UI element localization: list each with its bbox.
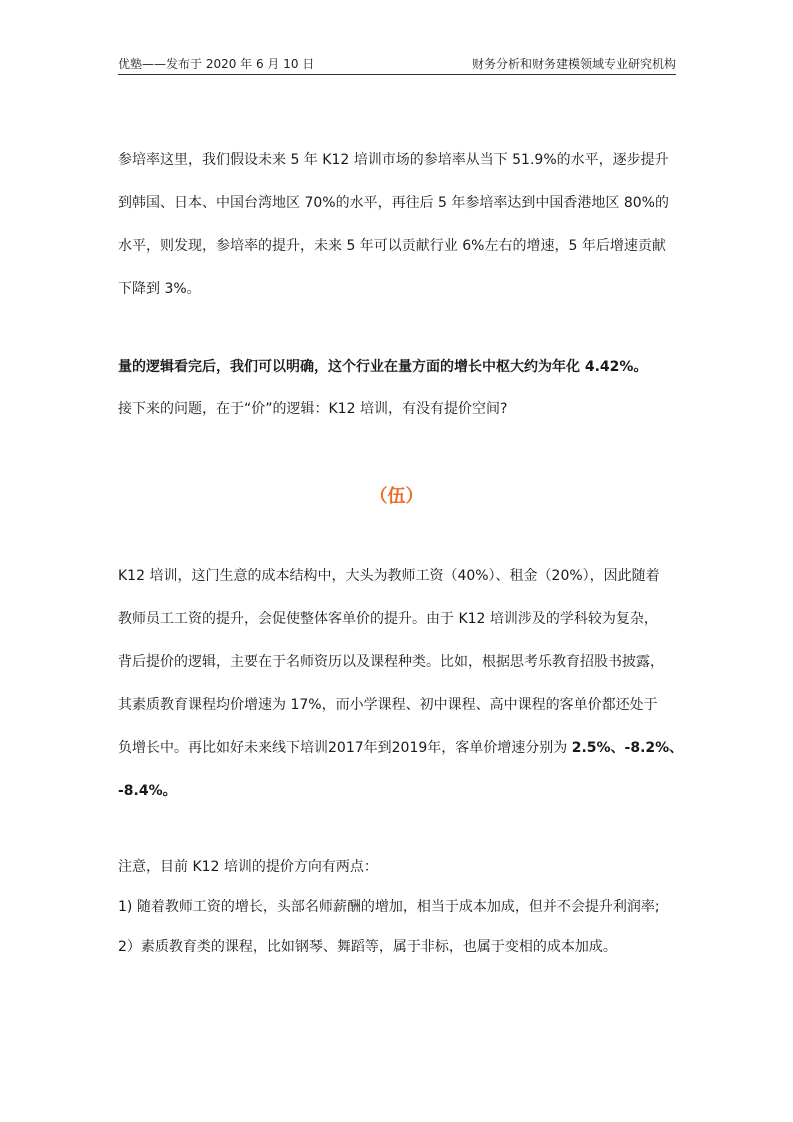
text-line: -8.4%。 — [118, 783, 177, 799]
text-line: 1) 随着教师工资的增长，头部名师薪酬的增加，相当于成本加成，但并不会提升利润率; — [118, 899, 660, 915]
section-number-heading: （伍） — [369, 486, 424, 507]
text-segment-bold: 2.5%、-8.2%、 — [571, 740, 684, 756]
text-line: 其素质教育课程均价增速为 17%，而小学课程、初中课程、高中课程的客单价都还处于 — [118, 697, 658, 713]
text-line: 注意，目前 K12 培训的提价方向有两点： — [118, 859, 378, 875]
text-line: 水平，则发现，参培率的提升，未来 5 年可以贡献行业 6%左右的增速，5 年后增速贡献 — [118, 238, 666, 254]
text-line: 量的逻辑看完后，我们可以明确，这个行业在量方面的增长中枢大约为年化 4.42%。 — [118, 359, 648, 375]
text-line — [118, 738, 684, 758]
text-line: 2）素质教育类的课程，比如钢琴、舞蹈等，属于非标，也属于变相的成本加成。 — [118, 939, 617, 955]
header-publish-date: 优塾——发布于 2020 年 6 月 10 日 — [118, 57, 315, 71]
text-line: 背后提价的逻辑，主要在于名师资历以及课程种类。比如，根据思考乐教育招股书披露， — [118, 654, 664, 670]
text-segment: 负增长中。再比如好未来线下培训2017年到2019年，客单价增速分别为 — [118, 740, 572, 756]
text-line: 到韩国、日本、中国台湾地区 70%的水平，再往后 5 年参培率达到中国香港地区 80%的 — [118, 195, 669, 211]
paragraph-participation-rate — [118, 150, 678, 299]
text-line: 教师员工工资的提升，会促使整体客单价的提升。由于 K12 培训涉及的学科较为复杂， — [118, 611, 658, 627]
paragraph-price-question — [118, 399, 678, 419]
text-line: K12 培训，这门生意的成本结构中，大头为教师工资（40%）、租金（20%），因此随着 — [118, 568, 660, 584]
text-line: 参培率这里，我们假设未来 5 年 K12 培训市场的参培率从当下 51.9%的水平，逐步提升 — [118, 152, 669, 168]
paragraph-price-directions — [118, 857, 678, 957]
header-divider — [118, 74, 676, 75]
header-org-tagline: 财务分析和财务建模领域专业研究机构 — [471, 57, 676, 71]
text-line: 接下来的问题，在于“价”的逻辑：K12 培训，有没有提价空间? — [118, 401, 508, 417]
paragraph-cost-structure — [118, 566, 684, 801]
text-line: 下降到 3%。 — [118, 281, 201, 297]
page-header — [118, 55, 676, 75]
paragraph-volume-conclusion — [118, 357, 678, 377]
